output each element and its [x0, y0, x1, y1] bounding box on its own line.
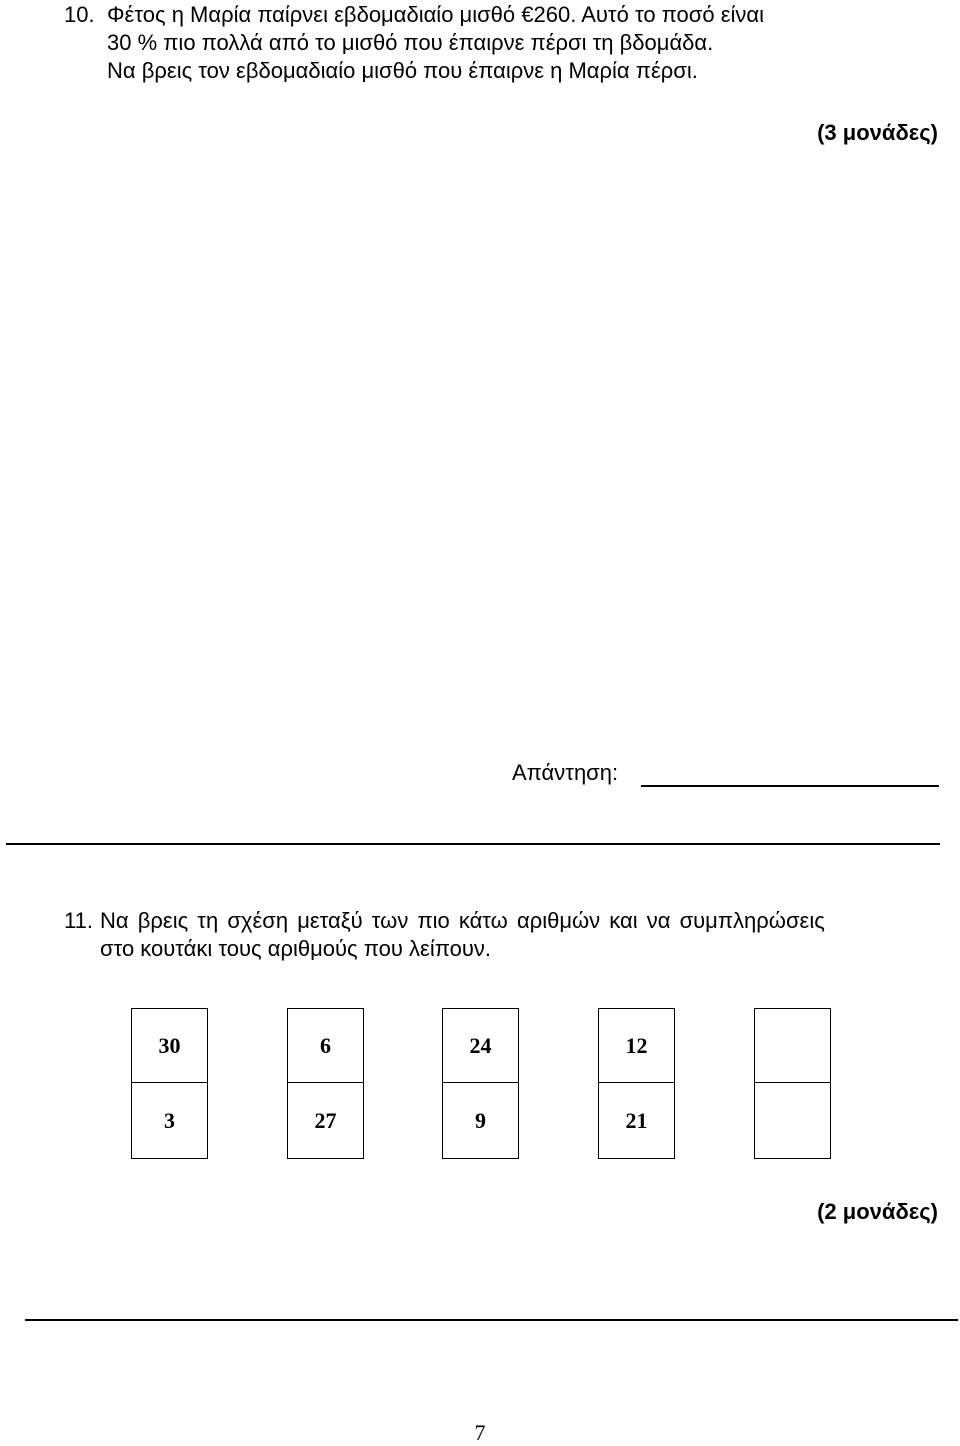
box-divider — [599, 1082, 674, 1083]
answer-label: Απάντηση: — [512, 760, 619, 785]
answer-line[interactable] — [641, 785, 939, 787]
number-box-2 — [287, 1008, 364, 1159]
page-number: 7 — [474, 1420, 486, 1445]
question-11-number: 11. — [64, 908, 93, 933]
box-top-value: 30 — [158, 1033, 181, 1058]
question-10-line-2: 30 % πιο πολλά από το μισθό που έπαιρνε πέρσι τη βδομάδα. — [107, 30, 714, 55]
question-11-line-1: Να βρεις τη σχέση μεταξύ των πιο κάτω αριθμών και να συμπληρώσεις — [100, 908, 825, 933]
box-divider — [443, 1082, 518, 1083]
box-divider — [288, 1082, 363, 1083]
number-box-3 — [442, 1008, 519, 1159]
number-box-1 — [131, 1008, 208, 1159]
number-box-4 — [598, 1008, 675, 1159]
question-10-marks: (3 μονάδες) — [817, 120, 938, 145]
box-divider — [755, 1082, 830, 1083]
footer-divider — [25, 1319, 958, 1321]
question-10-number: 10. — [64, 2, 95, 27]
box-top-value: 6 — [320, 1033, 331, 1058]
number-box-5-empty[interactable] — [754, 1008, 831, 1159]
box-bottom-value: 9 — [475, 1108, 486, 1133]
box-bottom-value: 27 — [314, 1108, 337, 1133]
question-11-marks: (2 μονάδες) — [817, 1199, 938, 1224]
box-bottom-value: 21 — [625, 1108, 648, 1133]
box-top-value: 12 — [625, 1033, 648, 1058]
question-11-line-2: στο κουτάκι τους αριθμούς που λείπουν. — [100, 936, 491, 961]
question-10-line-1: Φέτος η Μαρία παίρνει εβδομαδιαίο μισθό €260. Αυτό το ποσό είναι — [107, 2, 765, 27]
box-bottom-value: 3 — [164, 1108, 175, 1133]
question-10-line-3: Να βρεις τον εβδομαδιαίο μισθό που έπαιρνε η Μαρία πέρσι. — [107, 58, 698, 83]
section-divider — [6, 843, 940, 845]
box-top-value: 24 — [469, 1033, 492, 1058]
box-divider — [132, 1082, 207, 1083]
